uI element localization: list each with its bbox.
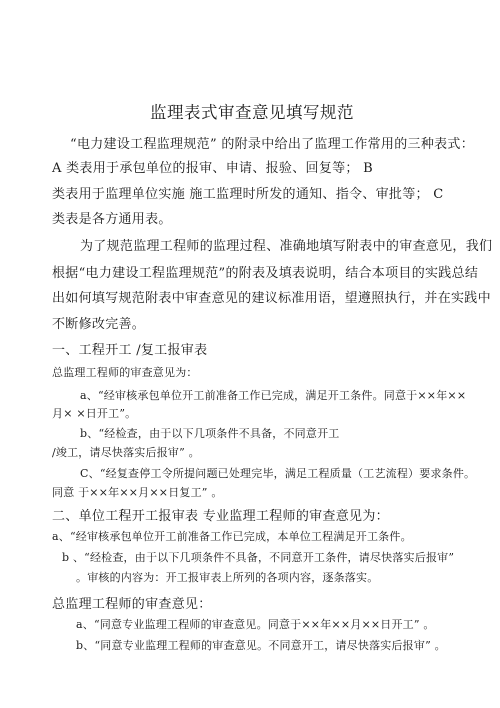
purpose-line-3: 出如何填写规范附表中审查意见的建议标准用语，望遵照执行，并在实践中 [52,291,491,306]
section1-item-c-line-1: C、“经复查停工令所提问题已处理完毕，满足工程质量（工艺流程）要求条件。 [80,467,476,480]
purpose-line-2: 根据“电力建设工程监理规范”的附表及填表说明，结合本项目的实践总结 [52,266,479,281]
section2-item-b: b 、“经检查，由于以下几项条件不具备，不同意开工条件，请尽快落实后报审” [62,551,455,564]
purpose-line-4: 不断修改完善。 [52,317,146,332]
section2-item-a: a、“经审核承包单位开工前准备工作已完成，本单位工程满足开工条件。 [52,530,412,543]
document-title: 监理表式审查意见填写规范 [150,103,354,122]
section2-subheading: 总监理工程师的审查意见： [52,597,212,612]
section1-item-a-line-1: a、“经审核承包单位开工前准备工作已完成，满足开工条件。同意于××年×× [80,389,467,402]
section1-item-b-line-2: /竣工，请尽快落实后报审” 。 [52,446,200,459]
section2-item-d: b、“同意专业监理工程师的审查意见。不同意开工，请尽快落实后报审” 。 [76,639,446,652]
section1-item-b-line-1: b、“经检查，由于以下几项条件不具备，不同意开工 [80,427,340,440]
purpose-line-1: 为了规范监理工程师的监理过程、准确地填写附表中的审查意见，我们 [80,239,493,254]
section2-heading: 二、单位工程开工报审表 专业监理工程师的审查意见为： [52,509,389,524]
intro-line-1: “电力建设工程监理规范” 的附录中给出了监理工作常用的三种表式： [70,137,475,152]
intro-line-2: A 类表用于承包单位的报审、申请、报验、回复等； B [52,161,374,176]
section2-review-note: 。审核的内容为：开工报审表上所列的各项内容，逐条落实。 [76,571,379,584]
section1-heading: 一、工程开工 /复工报审表 [52,343,208,358]
section1-item-a-line-2: 月× ×日开工”。 [52,407,137,420]
section1-subheading: 总监理工程师的审查意见为： [52,366,198,379]
section1-item-c-line-2: 同意 于××年××月××日复工” 。 [52,486,223,499]
intro-line-3: 类表用于监理单位实施 施工监理时所发的通知、指令、审批等； C [52,187,444,202]
section2-item-c: a、“同意专业监理工程师的审查意见。同意于××年××月××日开工” 。 [76,618,435,631]
intro-line-4: 类表是各方通用表。 [52,212,172,227]
